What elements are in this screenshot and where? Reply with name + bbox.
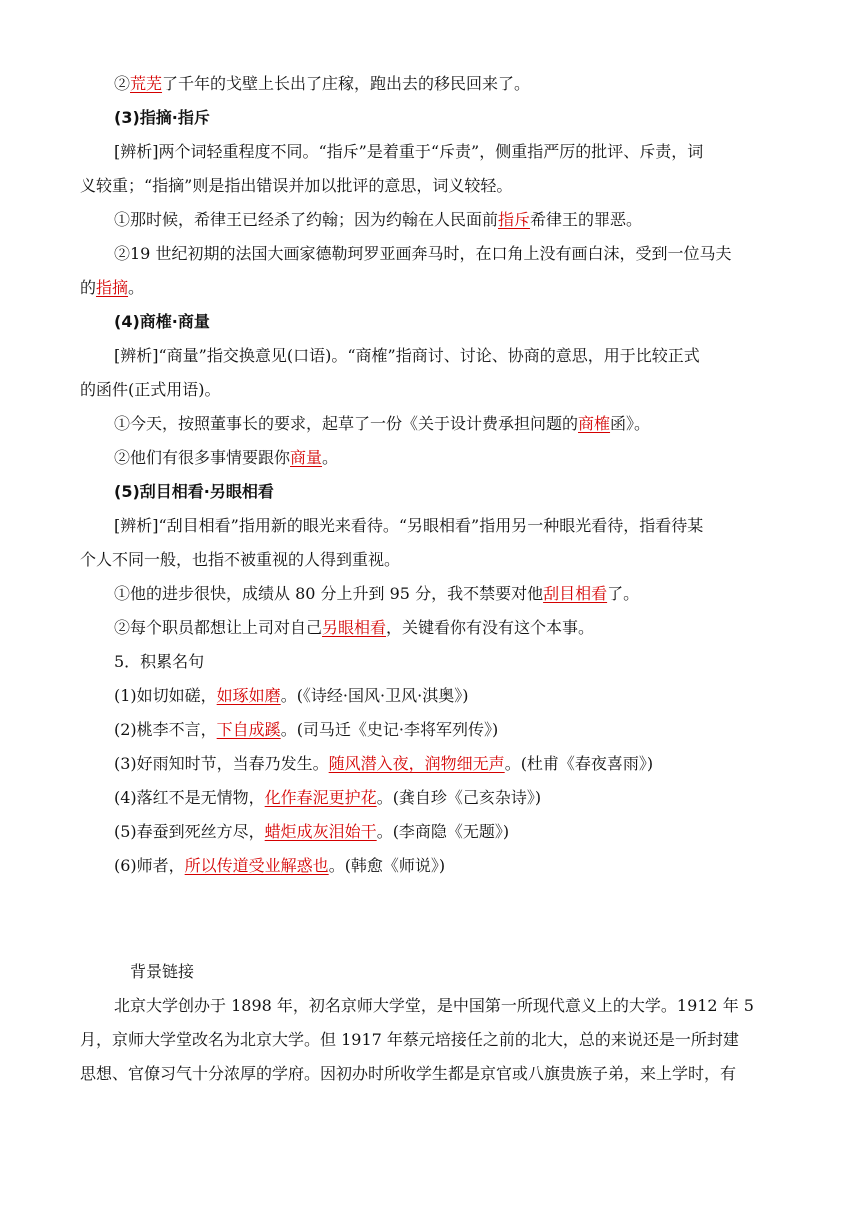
answer-word: 指摘	[96, 278, 129, 297]
example-suffix: 。	[322, 448, 339, 467]
example-prefix: ①他的进步很快，成绩从 80 分上升到 95 分，我不禁要对他	[114, 584, 544, 603]
answer-phrase: 随风潜入夜，润物细无声	[328, 754, 505, 773]
example-line: ②19 世纪初期的法国大画家德勒珂罗亚画奔马时，在口角上没有画白沫，受到一位马夫	[114, 244, 732, 263]
quote-source: 。(韩愈《师说》)	[328, 856, 446, 875]
example-line	[114, 617, 594, 639]
quote-prefix: (1)如切如磋，	[114, 686, 217, 705]
example-suffix: 函》。	[610, 414, 651, 433]
example-prefix: ②	[114, 74, 131, 93]
example-suffix: 了千年的戈壁上长出了庄稼，跑出去的移民回来了。	[162, 74, 531, 93]
quote-line	[114, 719, 498, 741]
example-suffix: ，关键看你有没有这个本事。	[386, 618, 595, 637]
quote-line	[114, 685, 468, 707]
term-heading: (4)商榷·商量	[114, 312, 210, 331]
example-line	[114, 73, 530, 95]
example-line	[114, 209, 642, 231]
quote-line	[114, 855, 445, 877]
answer-phrase: 所以传道受业解惑也	[184, 856, 329, 875]
analysis-text: [辨析]“商量”指交换意见(口语)。“商榷”指商讨、讨论、协商的意思，用于比较正式	[114, 346, 700, 365]
answer-phrase: 蜡炬成灰泪始干	[264, 822, 377, 841]
example-suffix: 希律王的罪恶。	[530, 210, 643, 229]
quote-line	[114, 821, 509, 843]
analysis-text: 义较重；“指摘”则是指出错误并加以批评的意思，词义较轻。	[80, 176, 513, 195]
answer-phrase: 化作春泥更护花	[264, 788, 377, 807]
example-suffix: 。	[128, 278, 145, 297]
answer-word: 商榷	[578, 414, 611, 433]
term-heading: (3)指摘·指斥	[114, 108, 210, 127]
answer-word: 刮目相看	[543, 584, 608, 603]
answer-word: 另眼相看	[322, 618, 387, 637]
background-text: 思想、官僚习气十分浓厚的学府。因初办时所收学生都是京官或八旗贵族子弟，来上学时，有	[80, 1064, 737, 1083]
answer-phrase: 下自成蹊	[216, 720, 281, 739]
example-prefix: ②他们有很多事情要跟你	[114, 448, 291, 467]
example-line	[114, 583, 639, 605]
analysis-text: 的函件(正式用语)。	[80, 380, 221, 399]
quote-source: 。(李商隐《无题》)	[376, 822, 510, 841]
quote-source: 。(《诗经·国风·卫风·淇奥》)	[280, 686, 469, 705]
quote-source: 。(龚自珍《己亥杂诗》)	[376, 788, 542, 807]
analysis-text: [辨析]“刮目相看”指用新的眼光来看待。“另眼相看”指用另一种眼光看待，指看待某	[114, 516, 704, 535]
answer-word: 商量	[290, 448, 323, 467]
example-prefix: 的	[80, 278, 97, 297]
background-heading: 背景链接	[130, 962, 195, 981]
example-line	[80, 277, 144, 299]
quote-prefix: (4)落红不是无情物，	[114, 788, 265, 807]
quote-source: 。(司马迁《史记·李将军列传》)	[280, 720, 499, 739]
answer-word: 指斥	[498, 210, 531, 229]
answer-phrase: 如琢如磨	[216, 686, 281, 705]
analysis-text: 个人不同一般，也指不被重视的人得到重视。	[80, 550, 401, 569]
quote-prefix: (6)师者，	[114, 856, 185, 875]
quote-prefix: (2)桃李不言，	[114, 720, 217, 739]
quote-prefix: (5)春蚕到死丝方尽，	[114, 822, 265, 841]
answer-word: 荒芜	[130, 74, 163, 93]
example-suffix: 了。	[607, 584, 640, 603]
example-prefix: ②每个职员都想让上司对自己	[114, 618, 323, 637]
quote-line	[114, 787, 541, 809]
term-heading: (5)刮目相看·另眼相看	[114, 482, 274, 501]
quote-line	[114, 753, 653, 775]
quote-prefix: (3)好雨知时节，当春乃发生。	[114, 754, 329, 773]
background-text: 月，京师大学堂改名为北京大学。但 1917 年蔡元培接任之前的北大，总的来说还是一所封建	[80, 1030, 739, 1049]
example-prefix: ①那时候，希律王已经杀了约翰；因为约翰在人民面前	[114, 210, 499, 229]
analysis-text: [辨析]两个词轻重程度不同。“指斥”是着重于“斥责”，侧重指严厉的批评、斥责，词	[114, 142, 704, 161]
example-line	[114, 447, 338, 469]
example-prefix: ①今天，按照董事长的要求，起草了一份《关于设计费承担问题的	[114, 414, 579, 433]
section-heading: 5．积累名句	[114, 652, 205, 671]
quote-source: 。(杜甫《春夜喜雨》)	[504, 754, 654, 773]
example-line	[114, 413, 650, 435]
background-text: 北京大学创办于 1898 年，初名京师大学堂，是中国第一所现代意义上的大学。1912 年 5	[114, 996, 754, 1015]
